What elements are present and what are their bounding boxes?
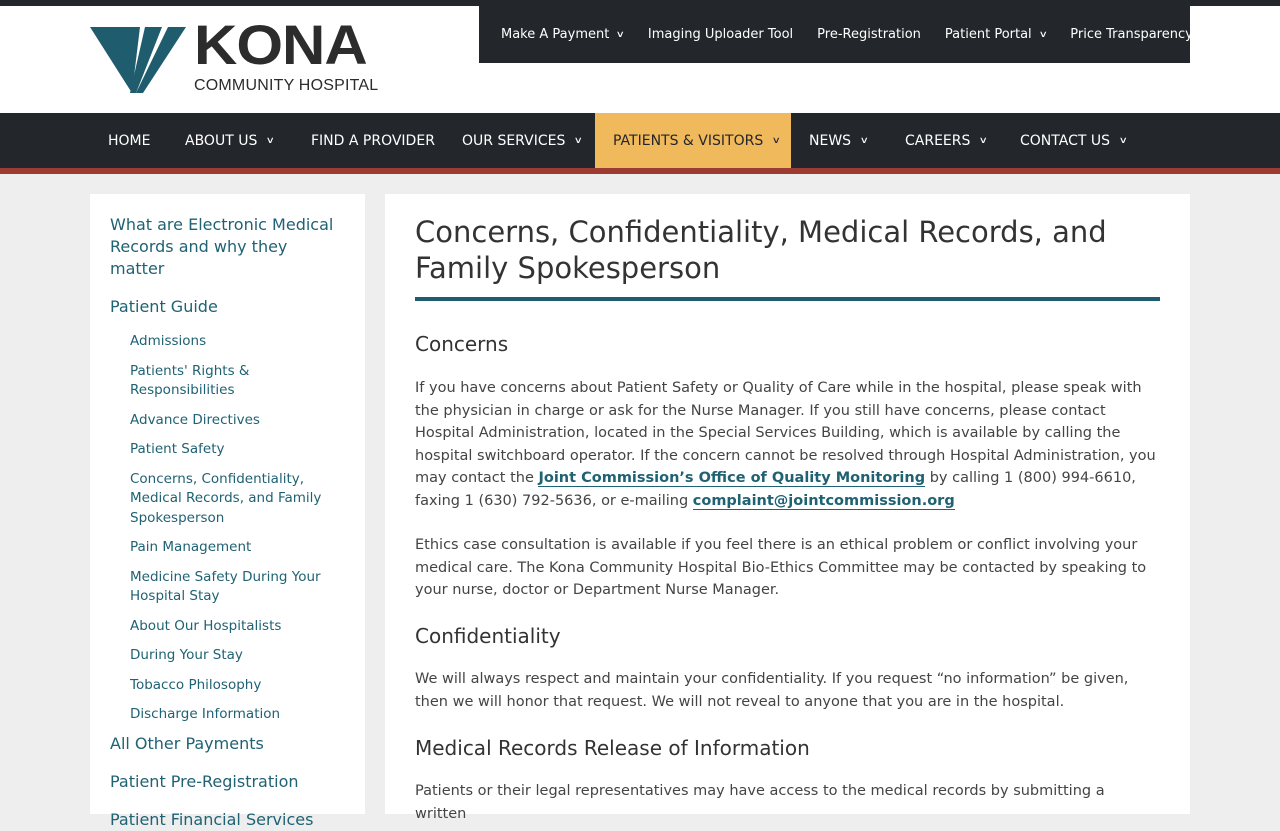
confidentiality-paragraph: We will always respect and maintain your confidentiality. If you request “no information” be given, then we will honor that request. We will not reveal to anyone that you are in the hospital. (415, 671, 1129, 710)
records-paragraph: Patients or their legal representatives may have access to the medical records by submitting a written (415, 783, 1105, 822)
nav-find-a-provider[interactable] (311, 113, 435, 168)
heading-medical-records: Medical Records Release of Information (415, 736, 810, 760)
ethics-paragraph: Ethics case consultation is available if you feel there is an ethical problem or conflict involving your medical care. The Kona Community Hospital Bio-Ethics Committee may be contacted by speaking to your nurse, doctor or Department Nurse Manager. (415, 537, 1147, 598)
main-content (385, 194, 1190, 822)
nav-accent-bar (0, 168, 1280, 174)
utility-label: Patient Portal (944, 27, 1032, 42)
concerns-contact-text: by calling 1 (800) 994-6610, faxing 1 (630) 792-5636, or e-mailing (415, 470, 1136, 509)
utility-nav (479, 6, 1193, 63)
logo-mark-icon (90, 27, 190, 93)
utility-label: Make A Payment (501, 27, 610, 42)
nav-our-services[interactable] (462, 113, 582, 168)
utility-label: Imaging Uploader Tool (647, 27, 794, 42)
page-title: Concerns, Confidentiality, Medical Records, and Family Spokesperson (415, 215, 1107, 285)
sidebar-item-advance-directives[interactable]: Advance Directives (130, 411, 260, 428)
sidebar-item-medicine-safety[interactable]: Medicine Safety During Your Hospital Stay (130, 568, 321, 604)
nav-label: NEWS (809, 132, 852, 149)
sidebar-item-discharge[interactable]: Discharge Information (130, 706, 281, 722)
utility-imaging-uploader[interactable] (648, 27, 793, 42)
sidebar-link-financial-services[interactable]: Patient Financial Services (110, 809, 314, 829)
chevron-down-icon: ∨ (266, 135, 276, 146)
utility-patient-portal[interactable] (945, 27, 1046, 42)
sidebar-link-other-payments[interactable]: All Other Payments (110, 733, 264, 753)
chevron-down-icon: ∨ (616, 29, 626, 40)
nav-label: HOME (108, 132, 151, 149)
title-divider (415, 297, 1160, 301)
sidebar-item-rights[interactable]: Patients' Rights & Responsibilities (130, 362, 250, 398)
chevron-down-icon: ∨ (1118, 135, 1128, 146)
chevron-down-icon: ∨ (574, 135, 584, 146)
complaint-email-link[interactable]: complaint@jointcommission.org (692, 492, 955, 509)
sidebar-item-during-stay[interactable]: During Your Stay (130, 647, 243, 663)
nav-label: CONTACT US (1020, 132, 1110, 149)
sidebar-item-pain-management[interactable]: Pain Management (130, 539, 252, 555)
sidebar-item-patient-safety[interactable]: Patient Safety (130, 441, 225, 457)
sidebar-item-concerns[interactable]: Concerns, Confidentiality, Medical Records, and Family Spokesperson (130, 470, 322, 526)
chevron-down-icon: ∨ (1038, 29, 1048, 40)
nav-home[interactable] (108, 113, 150, 168)
sidebar-link-pre-registration[interactable]: Patient Pre-Registration (110, 771, 299, 791)
nav-label: OUR SERVICES (462, 132, 566, 149)
logo[interactable] (90, 14, 400, 96)
chevron-down-icon: ∨ (979, 135, 989, 146)
utility-label: Price Transparency (1070, 27, 1193, 42)
nav-contact-us[interactable] (1020, 113, 1127, 168)
heading-confidentiality: Confidentiality (415, 624, 561, 648)
joint-commission-link[interactable]: Joint Commission’s Office of Quality Monitoring (538, 470, 926, 486)
concerns-text: If you have concerns about Patient Safety or Quality of Care while in the hospital, please speak with the physician in charge or ask for the Nurse Manager. If you still have concerns, please contact Hospital Administration, located in the Special Services Building, which is available by calling the hospital switchboard operator. If the concern cannot be resolved through Hospital Administration, you may contact the (415, 380, 1156, 486)
nav-patients-visitors[interactable] (595, 113, 791, 168)
logo-subtitle: COMMUNITY HOSPITAL (194, 77, 379, 94)
sidebar (90, 194, 365, 829)
utility-price-transparency[interactable] (1070, 27, 1193, 42)
sidebar-item-hospitalists[interactable]: About Our Hospitalists (130, 617, 282, 634)
sidebar-item-tobacco[interactable]: Tobacco Philosophy (130, 676, 262, 693)
nav-label: CAREERS (905, 132, 971, 149)
main-nav (0, 113, 1280, 168)
chevron-down-icon: ∨ (859, 135, 869, 146)
utility-make-payment[interactable] (501, 27, 624, 42)
nav-label: PATIENTS & VISITORS (613, 132, 764, 149)
nav-about-us[interactable] (185, 113, 274, 168)
nav-news[interactable] (809, 113, 868, 168)
nav-careers[interactable] (905, 113, 987, 168)
chevron-down-icon: ∨ (771, 135, 782, 146)
concerns-paragraph (415, 377, 1160, 512)
logo-wordmark: KONA (194, 14, 367, 76)
nav-label: FIND A PROVIDER (311, 132, 435, 149)
utility-label: Pre-Registration (817, 27, 921, 42)
sidebar-section-patient-guide[interactable]: Patient Guide (110, 297, 218, 316)
heading-concerns: Concerns (415, 332, 509, 356)
nav-label: ABOUT US (185, 132, 258, 149)
sidebar-link-electronic-records[interactable]: What are Electronic Medical Records and why they matter (110, 215, 334, 278)
sidebar-item-admissions[interactable]: Admissions (130, 333, 207, 349)
utility-pre-registration[interactable] (817, 27, 921, 42)
